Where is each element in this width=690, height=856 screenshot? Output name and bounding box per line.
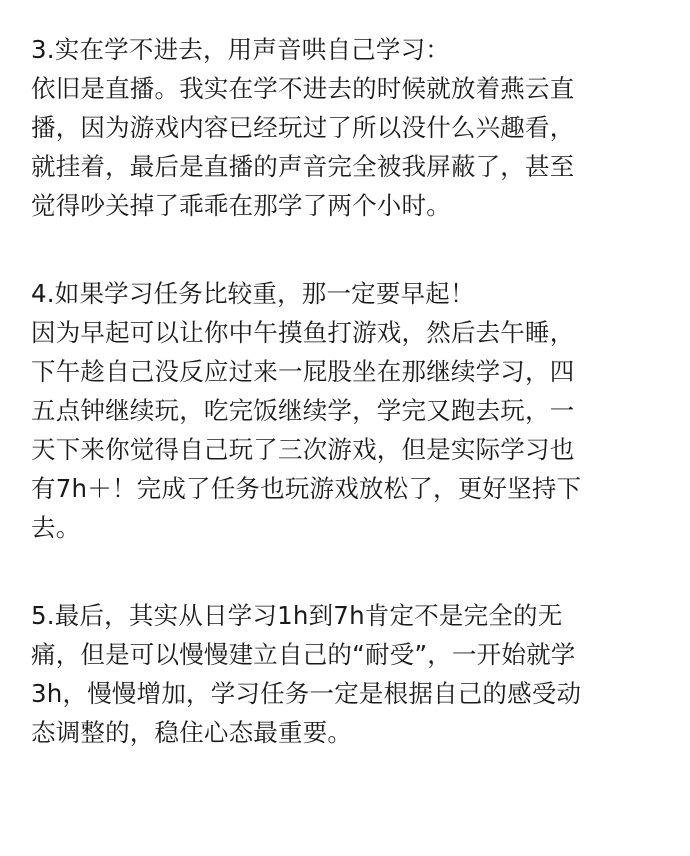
section-heading: 3.实在学不进去，用声音哄自己学习： — [31, 35, 450, 64]
paragraph-line: 五点钟继续玩，吃完饭继续学，学完又跑去玩，一 — [31, 396, 575, 425]
section-heading: 4.如果学习任务比较重，那一定要早起！ — [31, 279, 475, 308]
paragraph-line: 依旧是直播。我实在学不进去的时候就放着燕云直 — [31, 74, 575, 103]
paragraph-line: 去。 — [31, 513, 81, 542]
paragraph-line: 痛，但是可以慢慢建立自己的“耐受”，一开始就学 — [31, 640, 576, 669]
section-3 — [31, 30, 671, 225]
section-5 — [31, 596, 671, 752]
paragraph-line: 天下来你觉得自己玩了三次游戏，但是实际学习也 — [31, 435, 575, 464]
paragraph-line: 3h，慢慢增加，学习任务一定是根据自己的感受动 — [31, 679, 582, 708]
paragraph-line: 态调整的，稳住心态最重要。 — [31, 718, 353, 747]
paragraph-line: 觉得吵关掉了乖乖在那学了两个小时。 — [31, 191, 451, 220]
paragraph-line: 因为早起可以让你中午摸鱼打游戏，然后去午睡， — [31, 318, 575, 347]
paragraph-line: 有7h＋！完成了任务也玩游戏放松了，更好坚持下 — [31, 474, 582, 503]
article-body — [31, 30, 671, 752]
paragraph-line: 下午趁自己没反应过来一屁股坐在那继续学习，四 — [31, 357, 575, 386]
paragraph-line: 就挂着，最后是直播的声音完全被我屏蔽了，甚至 — [31, 152, 575, 181]
section-heading: 5.最后，其实从日学习1h到7h肯定不是完全的无 — [31, 601, 563, 630]
paragraph-line: 播，因为游戏内容已经玩过了所以没什么兴趣看， — [31, 113, 575, 142]
section-4 — [31, 274, 671, 547]
